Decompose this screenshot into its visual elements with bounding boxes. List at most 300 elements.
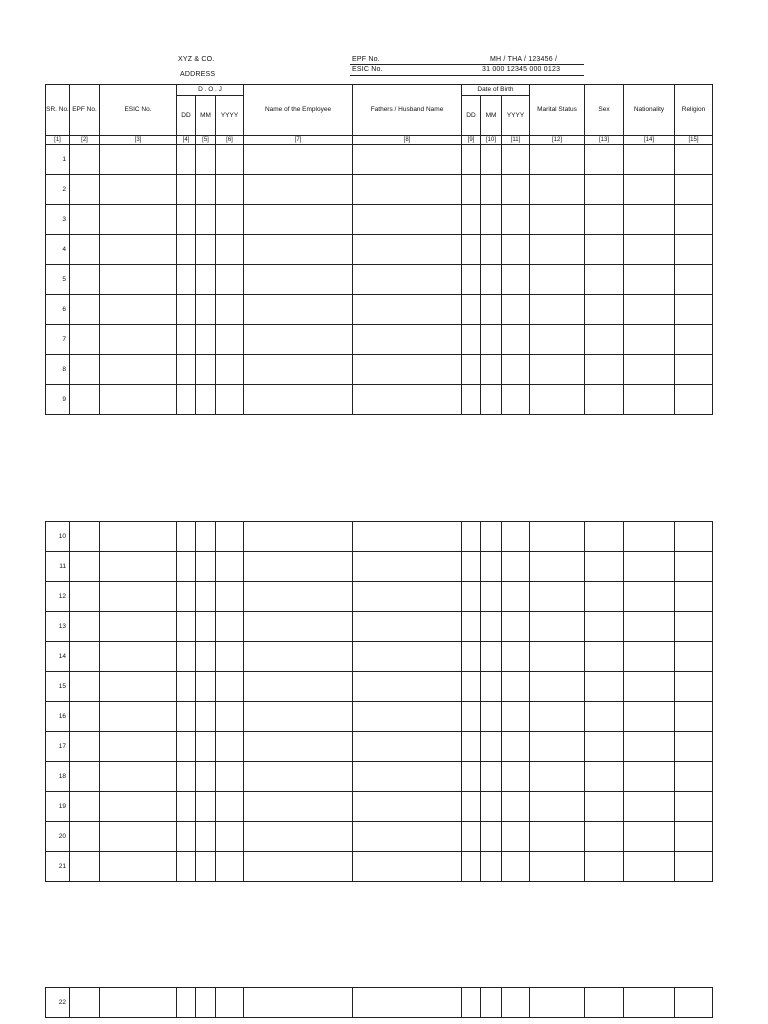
entry-cell[interactable] <box>196 295 216 325</box>
entry-cell[interactable] <box>462 295 481 325</box>
entry-cell[interactable] <box>585 612 624 642</box>
entry-cell[interactable] <box>100 205 177 235</box>
entry-cell[interactable] <box>70 732 100 762</box>
entry-cell[interactable] <box>353 642 462 672</box>
entry-cell[interactable] <box>353 762 462 792</box>
entry-cell[interactable] <box>462 642 481 672</box>
entry-cell[interactable] <box>216 385 244 415</box>
entry-cell[interactable] <box>70 145 100 175</box>
entry-cell[interactable] <box>216 265 244 295</box>
entry-cell[interactable] <box>244 385 353 415</box>
entry-cell[interactable] <box>585 642 624 672</box>
entry-cell[interactable] <box>530 762 585 792</box>
entry-cell[interactable] <box>585 988 624 1018</box>
entry-cell[interactable] <box>244 792 353 822</box>
entry-cell[interactable] <box>216 235 244 265</box>
entry-cell[interactable] <box>70 175 100 205</box>
entry-cell[interactable] <box>481 642 502 672</box>
entry-cell[interactable] <box>462 852 481 882</box>
entry-cell[interactable] <box>100 792 177 822</box>
entry-cell[interactable] <box>100 175 177 205</box>
entry-cell[interactable] <box>353 582 462 612</box>
entry-cell[interactable] <box>675 732 713 762</box>
entry-cell[interactable] <box>502 355 530 385</box>
entry-cell[interactable] <box>585 325 624 355</box>
entry-cell[interactable] <box>70 235 100 265</box>
entry-cell[interactable] <box>675 672 713 702</box>
entry-cell[interactable] <box>624 552 675 582</box>
entry-cell[interactable] <box>675 852 713 882</box>
entry-cell[interactable] <box>244 145 353 175</box>
entry-cell[interactable] <box>244 552 353 582</box>
entry-cell[interactable] <box>216 762 244 792</box>
entry-cell[interactable] <box>624 792 675 822</box>
entry-cell[interactable] <box>177 552 196 582</box>
entry-cell[interactable] <box>196 145 216 175</box>
entry-cell[interactable] <box>216 642 244 672</box>
entry-cell[interactable] <box>353 175 462 205</box>
entry-cell[interactable] <box>530 145 585 175</box>
entry-cell[interactable] <box>100 552 177 582</box>
entry-cell[interactable] <box>70 642 100 672</box>
entry-cell[interactable] <box>675 205 713 235</box>
entry-cell[interactable] <box>675 325 713 355</box>
entry-cell[interactable] <box>624 642 675 672</box>
entry-cell[interactable] <box>70 988 100 1018</box>
entry-cell[interactable] <box>481 235 502 265</box>
entry-cell[interactable] <box>624 145 675 175</box>
entry-cell[interactable] <box>675 762 713 792</box>
entry-cell[interactable] <box>244 762 353 792</box>
entry-cell[interactable] <box>244 612 353 642</box>
entry-cell[interactable] <box>196 355 216 385</box>
entry-cell[interactable] <box>70 702 100 732</box>
entry-cell[interactable] <box>244 642 353 672</box>
entry-cell[interactable] <box>70 205 100 235</box>
entry-cell[interactable] <box>196 822 216 852</box>
entry-cell[interactable] <box>530 522 585 552</box>
entry-cell[interactable] <box>196 522 216 552</box>
entry-cell[interactable] <box>530 325 585 355</box>
entry-cell[interactable] <box>585 702 624 732</box>
entry-cell[interactable] <box>502 792 530 822</box>
entry-cell[interactable] <box>177 732 196 762</box>
entry-cell[interactable] <box>462 582 481 612</box>
entry-cell[interactable] <box>502 235 530 265</box>
entry-cell[interactable] <box>462 205 481 235</box>
entry-cell[interactable] <box>585 522 624 552</box>
entry-cell[interactable] <box>177 325 196 355</box>
entry-cell[interactable] <box>585 385 624 415</box>
entry-cell[interactable] <box>481 325 502 355</box>
entry-cell[interactable] <box>100 822 177 852</box>
entry-cell[interactable] <box>530 642 585 672</box>
entry-cell[interactable] <box>624 612 675 642</box>
entry-cell[interactable] <box>216 612 244 642</box>
entry-cell[interactable] <box>216 552 244 582</box>
entry-cell[interactable] <box>462 822 481 852</box>
entry-cell[interactable] <box>530 822 585 852</box>
entry-cell[interactable] <box>216 325 244 355</box>
entry-cell[interactable] <box>353 325 462 355</box>
entry-cell[interactable] <box>177 175 196 205</box>
entry-cell[interactable] <box>100 355 177 385</box>
entry-cell[interactable] <box>177 522 196 552</box>
entry-cell[interactable] <box>177 672 196 702</box>
entry-cell[interactable] <box>216 295 244 325</box>
entry-cell[interactable] <box>216 582 244 612</box>
entry-cell[interactable] <box>196 642 216 672</box>
entry-cell[interactable] <box>530 672 585 702</box>
entry-cell[interactable] <box>675 792 713 822</box>
entry-cell[interactable] <box>462 988 481 1018</box>
entry-cell[interactable] <box>502 325 530 355</box>
entry-cell[interactable] <box>462 325 481 355</box>
entry-cell[interactable] <box>530 295 585 325</box>
entry-cell[interactable] <box>244 295 353 325</box>
entry-cell[interactable] <box>196 732 216 762</box>
entry-cell[interactable] <box>462 552 481 582</box>
entry-cell[interactable] <box>244 988 353 1018</box>
entry-cell[interactable] <box>353 988 462 1018</box>
entry-cell[interactable] <box>177 265 196 295</box>
entry-cell[interactable] <box>624 672 675 702</box>
entry-cell[interactable] <box>530 235 585 265</box>
entry-cell[interactable] <box>100 582 177 612</box>
entry-cell[interactable] <box>585 852 624 882</box>
entry-cell[interactable] <box>502 732 530 762</box>
entry-cell[interactable] <box>70 522 100 552</box>
entry-cell[interactable] <box>481 762 502 792</box>
entry-cell[interactable] <box>585 235 624 265</box>
entry-cell[interactable] <box>244 702 353 732</box>
entry-cell[interactable] <box>196 235 216 265</box>
entry-cell[interactable] <box>675 235 713 265</box>
entry-cell[interactable] <box>481 265 502 295</box>
entry-cell[interactable] <box>502 612 530 642</box>
entry-cell[interactable] <box>585 762 624 792</box>
entry-cell[interactable] <box>244 175 353 205</box>
entry-cell[interactable] <box>530 552 585 582</box>
entry-cell[interactable] <box>196 385 216 415</box>
entry-cell[interactable] <box>502 672 530 702</box>
entry-cell[interactable] <box>196 175 216 205</box>
entry-cell[interactable] <box>502 522 530 552</box>
entry-cell[interactable] <box>502 552 530 582</box>
entry-cell[interactable] <box>177 145 196 175</box>
entry-cell[interactable] <box>481 145 502 175</box>
entry-cell[interactable] <box>353 355 462 385</box>
entry-cell[interactable] <box>196 762 216 792</box>
entry-cell[interactable] <box>462 385 481 415</box>
entry-cell[interactable] <box>196 988 216 1018</box>
entry-cell[interactable] <box>502 145 530 175</box>
entry-cell[interactable] <box>100 732 177 762</box>
entry-cell[interactable] <box>353 385 462 415</box>
entry-cell[interactable] <box>196 552 216 582</box>
entry-cell[interactable] <box>70 792 100 822</box>
entry-cell[interactable] <box>530 702 585 732</box>
entry-cell[interactable] <box>481 175 502 205</box>
entry-cell[interactable] <box>216 175 244 205</box>
entry-cell[interactable] <box>177 852 196 882</box>
entry-cell[interactable] <box>177 988 196 1018</box>
entry-cell[interactable] <box>624 235 675 265</box>
entry-cell[interactable] <box>196 325 216 355</box>
entry-cell[interactable] <box>481 792 502 822</box>
entry-cell[interactable] <box>177 205 196 235</box>
entry-cell[interactable] <box>244 205 353 235</box>
entry-cell[interactable] <box>70 385 100 415</box>
entry-cell[interactable] <box>585 355 624 385</box>
entry-cell[interactable] <box>481 385 502 415</box>
entry-cell[interactable] <box>177 385 196 415</box>
entry-cell[interactable] <box>481 822 502 852</box>
entry-cell[interactable] <box>462 672 481 702</box>
entry-cell[interactable] <box>70 355 100 385</box>
entry-cell[interactable] <box>502 175 530 205</box>
entry-cell[interactable] <box>216 702 244 732</box>
entry-cell[interactable] <box>462 235 481 265</box>
entry-cell[interactable] <box>530 355 585 385</box>
entry-cell[interactable] <box>530 265 585 295</box>
entry-cell[interactable] <box>177 612 196 642</box>
entry-cell[interactable] <box>530 205 585 235</box>
entry-cell[interactable] <box>216 145 244 175</box>
entry-cell[interactable] <box>100 325 177 355</box>
entry-cell[interactable] <box>244 522 353 552</box>
entry-cell[interactable] <box>530 732 585 762</box>
entry-cell[interactable] <box>585 822 624 852</box>
entry-cell[interactable] <box>675 295 713 325</box>
entry-cell[interactable] <box>462 762 481 792</box>
entry-cell[interactable] <box>530 582 585 612</box>
entry-cell[interactable] <box>244 235 353 265</box>
entry-cell[interactable] <box>353 822 462 852</box>
entry-cell[interactable] <box>675 175 713 205</box>
entry-cell[interactable] <box>70 852 100 882</box>
entry-cell[interactable] <box>502 385 530 415</box>
entry-cell[interactable] <box>177 355 196 385</box>
entry-cell[interactable] <box>502 265 530 295</box>
entry-cell[interactable] <box>462 145 481 175</box>
entry-cell[interactable] <box>70 612 100 642</box>
entry-cell[interactable] <box>100 852 177 882</box>
entry-cell[interactable] <box>481 552 502 582</box>
entry-cell[interactable] <box>244 582 353 612</box>
entry-cell[interactable] <box>675 582 713 612</box>
entry-cell[interactable] <box>481 852 502 882</box>
entry-cell[interactable] <box>70 295 100 325</box>
entry-cell[interactable] <box>675 552 713 582</box>
entry-cell[interactable] <box>624 325 675 355</box>
entry-cell[interactable] <box>244 732 353 762</box>
entry-cell[interactable] <box>530 988 585 1018</box>
entry-cell[interactable] <box>675 822 713 852</box>
entry-cell[interactable] <box>481 702 502 732</box>
entry-cell[interactable] <box>70 325 100 355</box>
entry-cell[interactable] <box>70 582 100 612</box>
entry-cell[interactable] <box>462 732 481 762</box>
entry-cell[interactable] <box>624 988 675 1018</box>
entry-cell[interactable] <box>353 145 462 175</box>
entry-cell[interactable] <box>353 672 462 702</box>
entry-cell[interactable] <box>624 762 675 792</box>
entry-cell[interactable] <box>502 762 530 792</box>
entry-cell[interactable] <box>216 988 244 1018</box>
entry-cell[interactable] <box>481 205 502 235</box>
entry-cell[interactable] <box>353 522 462 552</box>
entry-cell[interactable] <box>462 792 481 822</box>
entry-cell[interactable] <box>462 522 481 552</box>
entry-cell[interactable] <box>353 792 462 822</box>
entry-cell[interactable] <box>70 822 100 852</box>
entry-cell[interactable] <box>196 852 216 882</box>
entry-cell[interactable] <box>530 175 585 205</box>
entry-cell[interactable] <box>353 852 462 882</box>
entry-cell[interactable] <box>502 205 530 235</box>
entry-cell[interactable] <box>675 612 713 642</box>
entry-cell[interactable] <box>353 235 462 265</box>
entry-cell[interactable] <box>585 792 624 822</box>
entry-cell[interactable] <box>196 702 216 732</box>
entry-cell[interactable] <box>675 355 713 385</box>
entry-cell[interactable] <box>100 702 177 732</box>
entry-cell[interactable] <box>624 295 675 325</box>
entry-cell[interactable] <box>70 762 100 792</box>
entry-cell[interactable] <box>502 295 530 325</box>
entry-cell[interactable] <box>675 145 713 175</box>
entry-cell[interactable] <box>481 988 502 1018</box>
entry-cell[interactable] <box>100 295 177 325</box>
entry-cell[interactable] <box>177 762 196 792</box>
entry-cell[interactable] <box>244 355 353 385</box>
entry-cell[interactable] <box>585 672 624 702</box>
entry-cell[interactable] <box>624 582 675 612</box>
entry-cell[interactable] <box>530 852 585 882</box>
entry-cell[interactable] <box>177 235 196 265</box>
entry-cell[interactable] <box>216 792 244 822</box>
entry-cell[interactable] <box>216 732 244 762</box>
entry-cell[interactable] <box>624 732 675 762</box>
entry-cell[interactable] <box>675 385 713 415</box>
entry-cell[interactable] <box>70 265 100 295</box>
entry-cell[interactable] <box>624 175 675 205</box>
entry-cell[interactable] <box>177 822 196 852</box>
entry-cell[interactable] <box>585 582 624 612</box>
entry-cell[interactable] <box>100 235 177 265</box>
entry-cell[interactable] <box>624 702 675 732</box>
entry-cell[interactable] <box>100 762 177 792</box>
entry-cell[interactable] <box>196 205 216 235</box>
entry-cell[interactable] <box>353 205 462 235</box>
entry-cell[interactable] <box>675 988 713 1018</box>
entry-cell[interactable] <box>216 822 244 852</box>
entry-cell[interactable] <box>353 295 462 325</box>
entry-cell[interactable] <box>216 522 244 552</box>
entry-cell[interactable] <box>675 265 713 295</box>
entry-cell[interactable] <box>244 822 353 852</box>
entry-cell[interactable] <box>353 265 462 295</box>
entry-cell[interactable] <box>624 265 675 295</box>
entry-cell[interactable] <box>70 672 100 702</box>
entry-cell[interactable] <box>462 702 481 732</box>
entry-cell[interactable] <box>624 385 675 415</box>
entry-cell[interactable] <box>244 325 353 355</box>
entry-cell[interactable] <box>530 612 585 642</box>
entry-cell[interactable] <box>177 792 196 822</box>
entry-cell[interactable] <box>530 792 585 822</box>
entry-cell[interactable] <box>462 265 481 295</box>
entry-cell[interactable] <box>585 205 624 235</box>
entry-cell[interactable] <box>481 612 502 642</box>
entry-cell[interactable] <box>462 355 481 385</box>
entry-cell[interactable] <box>216 672 244 702</box>
entry-cell[interactable] <box>353 702 462 732</box>
entry-cell[interactable] <box>353 612 462 642</box>
entry-cell[interactable] <box>481 355 502 385</box>
entry-cell[interactable] <box>100 385 177 415</box>
entry-cell[interactable] <box>100 145 177 175</box>
entry-cell[interactable] <box>481 732 502 762</box>
entry-cell[interactable] <box>196 792 216 822</box>
entry-cell[interactable] <box>216 852 244 882</box>
entry-cell[interactable] <box>481 672 502 702</box>
entry-cell[interactable] <box>624 822 675 852</box>
entry-cell[interactable] <box>100 522 177 552</box>
entry-cell[interactable] <box>100 265 177 295</box>
entry-cell[interactable] <box>585 295 624 325</box>
entry-cell[interactable] <box>481 295 502 325</box>
entry-cell[interactable] <box>502 988 530 1018</box>
entry-cell[interactable] <box>177 582 196 612</box>
entry-cell[interactable] <box>100 672 177 702</box>
entry-cell[interactable] <box>353 732 462 762</box>
entry-cell[interactable] <box>585 145 624 175</box>
entry-cell[interactable] <box>216 205 244 235</box>
entry-cell[interactable] <box>675 702 713 732</box>
entry-cell[interactable] <box>100 612 177 642</box>
entry-cell[interactable] <box>624 205 675 235</box>
entry-cell[interactable] <box>196 265 216 295</box>
entry-cell[interactable] <box>177 702 196 732</box>
entry-cell[interactable] <box>585 552 624 582</box>
entry-cell[interactable] <box>196 582 216 612</box>
entry-cell[interactable] <box>100 642 177 672</box>
entry-cell[interactable] <box>502 822 530 852</box>
entry-cell[interactable] <box>481 582 502 612</box>
entry-cell[interactable] <box>216 355 244 385</box>
entry-cell[interactable] <box>502 702 530 732</box>
entry-cell[interactable] <box>585 175 624 205</box>
entry-cell[interactable] <box>675 642 713 672</box>
entry-cell[interactable] <box>530 385 585 415</box>
entry-cell[interactable] <box>585 265 624 295</box>
entry-cell[interactable] <box>585 732 624 762</box>
entry-cell[interactable] <box>244 672 353 702</box>
entry-cell[interactable] <box>624 852 675 882</box>
entry-cell[interactable] <box>100 988 177 1018</box>
entry-cell[interactable] <box>502 582 530 612</box>
entry-cell[interactable] <box>481 522 502 552</box>
entry-cell[interactable] <box>675 522 713 552</box>
entry-cell[interactable] <box>196 672 216 702</box>
entry-cell[interactable] <box>196 612 216 642</box>
entry-cell[interactable] <box>177 642 196 672</box>
entry-cell[interactable] <box>624 522 675 552</box>
entry-cell[interactable] <box>502 642 530 672</box>
entry-cell[interactable] <box>462 175 481 205</box>
